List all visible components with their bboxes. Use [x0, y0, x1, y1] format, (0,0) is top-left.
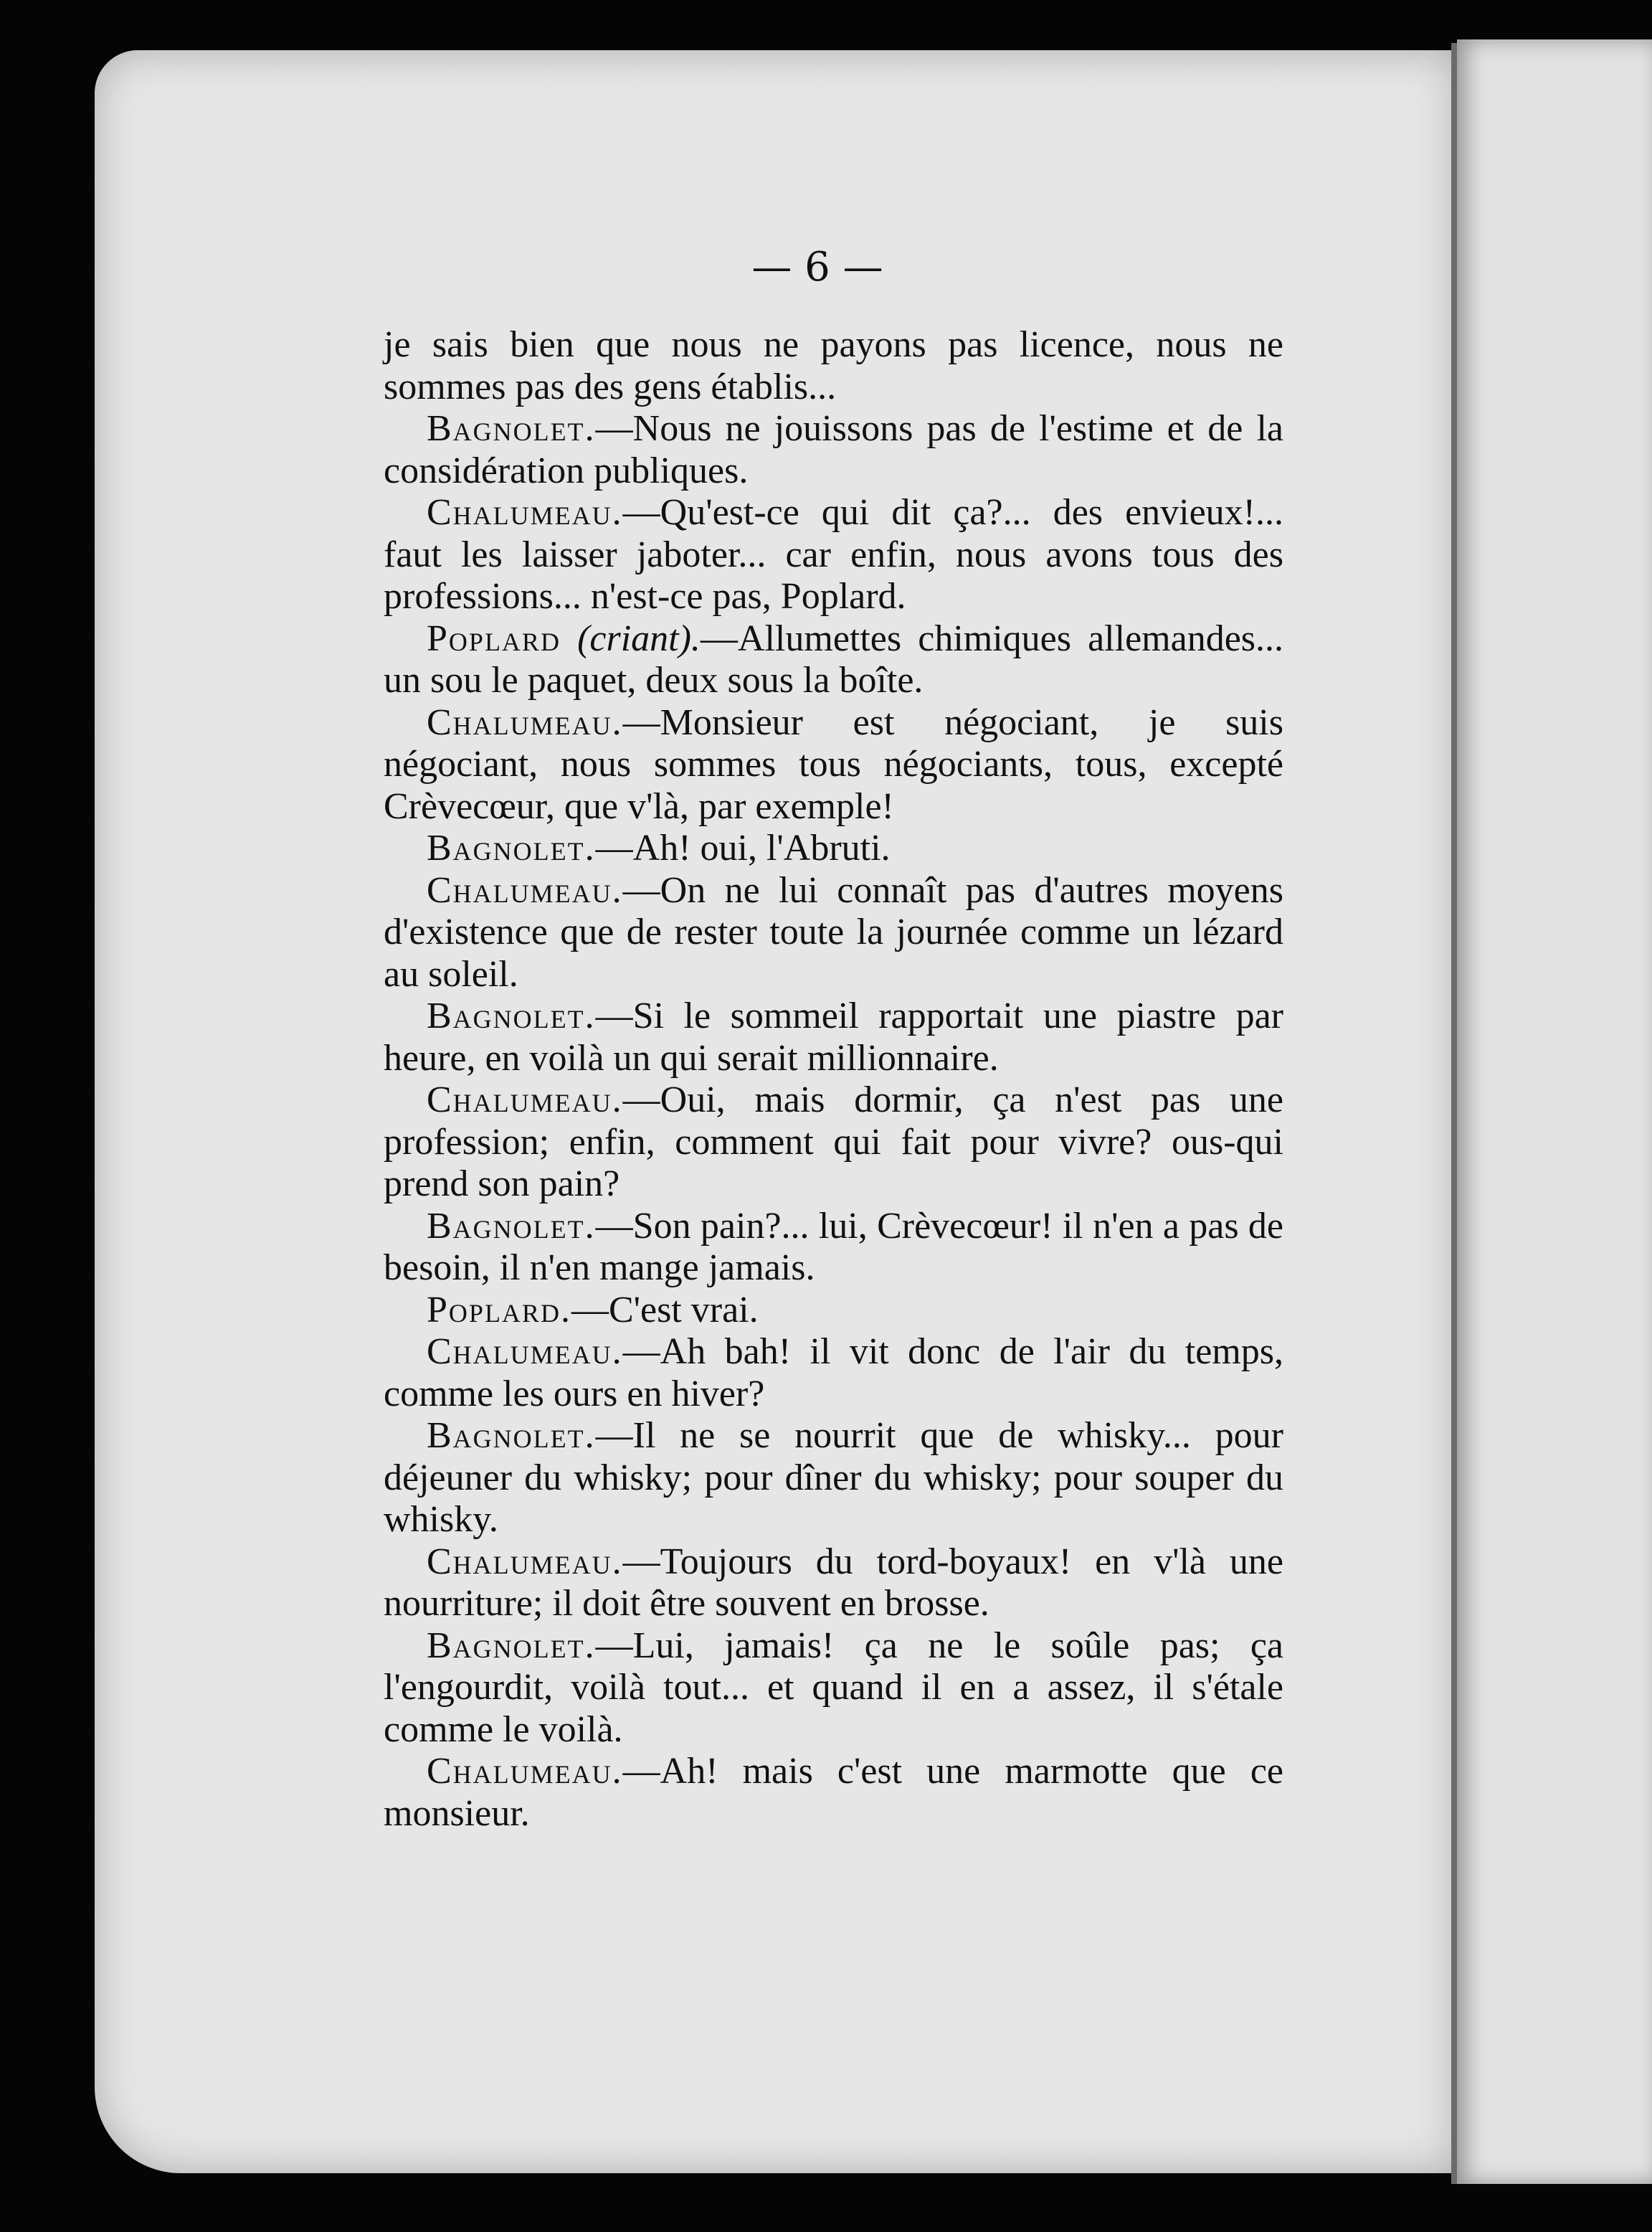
paragraph [384, 702, 1283, 828]
paragraph-text: —Ah bah! il vit donc de l'air du temps, comme les ours en hiver? [384, 1331, 1283, 1414]
right-page-edge [1457, 39, 1652, 2184]
speaker-name: Bagnolet. [427, 828, 596, 869]
paragraph [384, 996, 1283, 1079]
paragraph [384, 1290, 1283, 1332]
speaker-name: Chalumeau. [427, 1331, 623, 1372]
paragraph-text: —On ne lui connaît pas d'autres moyens d'existence que de rester toute la journée comme un lézard au soleil. [384, 869, 1283, 995]
paragraph-text: —Lui, jamais! ça ne le soûle pas; ça l'engourdit, voilà tout... et quand il en a assez, il s'étale comme le voilà. [384, 1625, 1283, 1750]
speaker-name: Bagnolet. [427, 1205, 596, 1247]
speaker-name: Chalumeau. [427, 869, 623, 911]
speaker-name: Chalumeau. [427, 1541, 623, 1582]
paragraph [384, 324, 1283, 408]
paragraph [384, 408, 1283, 492]
speaker-name: Bagnolet. [427, 408, 596, 449]
paragraph [384, 870, 1283, 996]
speaker-name: Poplard [427, 618, 561, 659]
speaker-name: Chalumeau. [427, 492, 623, 533]
paragraph [384, 1541, 1283, 1625]
paragraph-text: —Son pain?... lui, Crèvecœur! il n'en a pas de besoin, il n'en mange jamais. [384, 1205, 1283, 1288]
paragraph-text: —Allumettes chimiques allemandes... un sou le paquet, deux sous la boîte. [384, 618, 1284, 701]
paragraph [384, 618, 1283, 702]
paragraph [384, 1751, 1283, 1835]
paragraph [384, 1415, 1283, 1541]
speaker-name: Chalumeau. [427, 701, 623, 743]
paragraph-text: —Ah! oui, l'Abruti. [595, 828, 891, 869]
paragraph-text: —Ah! mais c'est une marmotte que ce monsieur. [384, 1751, 1283, 1834]
paragraph-text: —Nous ne jouissons pas de l'estime et de la considération publiques. [384, 408, 1283, 491]
play-text [384, 324, 1283, 1835]
stage-direction: (criant). [577, 618, 701, 659]
paragraph-text: —C'est vrai. [571, 1289, 759, 1330]
speaker-name: Bagnolet. [427, 1415, 596, 1456]
paragraph-text: —Qu'est-ce qui dit ça?... des envieux!... faut les laisser jaboter... car enfin, nous avons tous des professions... n'est-ce pas, Poplard. [384, 492, 1283, 617]
paragraph-text: —Toujours du tord-boyaux! en v'là une nourriture; il doit être souvent en brosse. [384, 1541, 1283, 1624]
paragraph-text: —Il ne se nourrit que de whisky... pour déjeuner du whisky; pour dîner du whisky; pour souper du whisky. [384, 1415, 1283, 1540]
paragraph [384, 828, 1283, 870]
page-number: — 6 — [751, 244, 883, 290]
book-gutter [1451, 43, 1457, 2184]
paragraph [384, 492, 1283, 618]
speaker-name: Poplard. [427, 1289, 571, 1330]
speaker-name: Bagnolet. [427, 1625, 596, 1666]
paragraph [384, 1625, 1283, 1751]
paragraph [384, 1079, 1283, 1206]
speaker-name: Chalumeau. [427, 1751, 623, 1792]
paragraph-text: —Oui, mais dormir, ça n'est pas une profession; enfin, comment qui fait pour vivre? ous-qui prend son pain? [384, 1079, 1283, 1204]
paragraph [384, 1206, 1283, 1290]
speaker-name: Bagnolet. [427, 996, 596, 1036]
paragraph-text: —Si le sommeil rapportait une piastre par heure, en voilà un qui serait millionnaire. [384, 996, 1283, 1079]
speaker-name: Chalumeau. [427, 1079, 623, 1120]
paragraph-text: je sais bien que nous ne payons pas licence, nous ne sommes pas des gens établis... [384, 324, 1283, 407]
paragraph [384, 1331, 1283, 1415]
paragraph-text: —Monsieur est négociant, je suis négociant, nous sommes tous négociants, tous, excepté Crèvecœur, que v'là, par exemple! [384, 701, 1283, 827]
